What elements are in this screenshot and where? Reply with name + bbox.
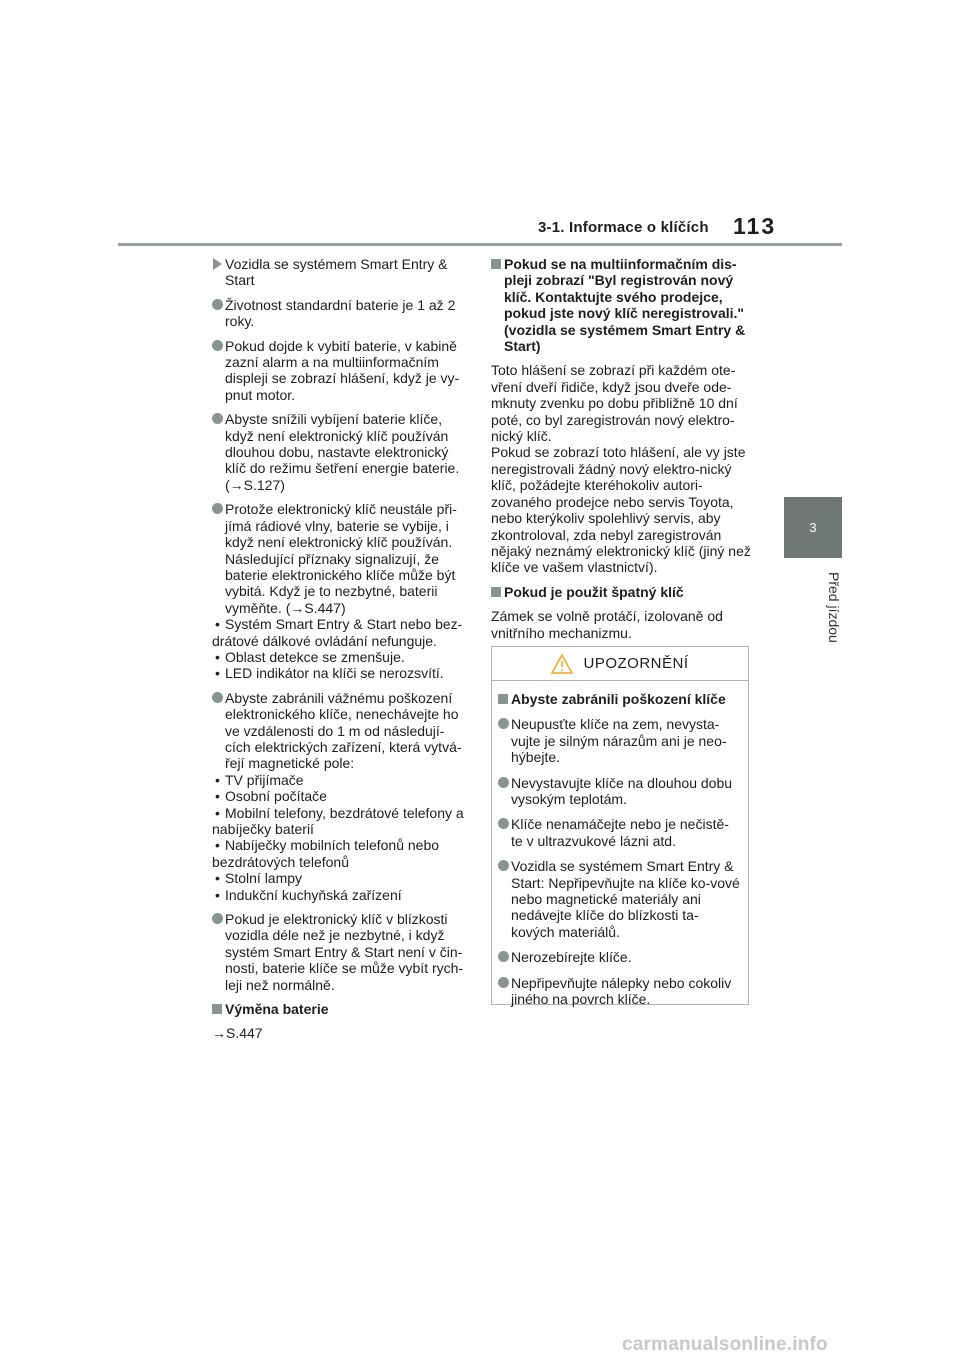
circle-bullet-icon: [498, 951, 509, 962]
paragraph-smart-entry: Vozidla se systémem Smart Entry & Start: [212, 256, 468, 289]
chapter-tab-label: Před jízdou: [826, 571, 842, 643]
square-bullet-icon: [491, 587, 501, 597]
warning-item: Vozidla se systémem Smart Entry & Start: Nepřipevňujte na klíče ko-vové nebo magnetické materiály ani nedávejte klíče do blízkosti ta-kových materiálů.: [498, 858, 740, 940]
list-item: • Stolní lampy: [215, 870, 303, 887]
circle-bullet-icon: [212, 413, 223, 424]
paragraph-proximity: Pokud je elektronický klíč v blízkosti vozidla déle než je nezbytné, i když systém Smart Entry & Start není v čin-nosti, baterie klíče se může vybít rych-leji než normálně.: [212, 911, 468, 993]
paragraph-magnetic-fields: Abyste zabránili vážnému poškození elektronického klíče, nenechávejte ho ve vzdálenosti do 1 m od následují-cích elektrických zařízení, která vytvá-řejí magnetické pole: • TV přijímače • Osobní počítače • Mobilní telefony, bezdrátové telefony a nabíječky baterií • Nabíječky mobilních telefonů nebo bezdrátových telefonů • Stolní lampy • Indukční kuchyňská zařízení: [212, 690, 468, 903]
heading-new-key-registered: Pokud se na multiinformačním dis-pleji zobrazí "Byl registrován nový klíč. Kontaktujte svého prodejce, pokud jste nový klíč neregistrovali." (vozidla se systémem Smart Entry & Start): [491, 256, 751, 354]
list-item: • Osobní počítače: [215, 788, 327, 805]
section-title: 3-1. Informace o klíčích: [538, 219, 709, 236]
paragraph-power-saving: Abyste snížili vybíjení baterie klíče, když není elektronický klíč používán dlouhou dobu, nastavte elektronický klíč do režimu šetření energie baterie. (→S.127): [212, 411, 468, 493]
warning-header: [492, 647, 748, 681]
list-item: • TV přijímače: [215, 771, 304, 788]
text-unregistered-key: Pokud se zobrazí toto hlášení, ale vy jste neregistrovali žádný nový elektro-nický klíč, požádejte kteréhokoliv autori-zovaného prodejce nebo servis Toyota, nebo kterýkoliv spolehlivý servis, aby zkontroloval, zda nebyl zaregistrován nějaký neznámý elektronický klíč (jiný než klíče ve vašem vlastnictví).: [491, 444, 751, 576]
circle-bullet-icon: [212, 503, 223, 514]
paragraph-battery-life: Životnost standardní baterie je 1 až 2 roky.: [212, 297, 468, 330]
device-list: [212, 771, 468, 903]
symptom-list: [212, 616, 468, 682]
watermark: carmanualsonline.info: [622, 1334, 828, 1355]
warning-box: [491, 646, 749, 1008]
circle-bullet-icon: [212, 299, 223, 310]
heading-wrong-key: Pokud je použit špatný klíč: [491, 584, 751, 600]
list-item: • Indukční kuchyňská zařízení: [215, 886, 402, 903]
heading-battery-replacement: Výměna baterie: [212, 1001, 468, 1017]
header-divider: [118, 243, 842, 246]
paragraph-battery-alarm: Pokud dojde k vybití baterie, v kabině zazní alarm a na multiinformačním displeji se zobrazí hlášení, když je vy-pnut motor.: [212, 338, 468, 404]
warning-item: Klíče nenamáčejte nebo je nečistě-te v ultrazvukové lázni atd.: [498, 816, 740, 849]
circle-bullet-icon: [498, 977, 509, 988]
square-bullet-icon: [491, 259, 501, 269]
list-item: • Oblast detekce se zmenšuje.: [215, 648, 405, 665]
chapter-tab-number[interactable]: 3: [784, 497, 842, 558]
text-wrong-key: Zámek se volně protáčí, izolovaně od vnitřního mechanizmu.: [491, 608, 723, 641]
warning-triangle-icon: [551, 654, 573, 674]
circle-bullet-icon: [212, 692, 223, 703]
left-column: [212, 256, 468, 1050]
circle-bullet-icon: [212, 340, 223, 351]
list-item: • LED indikátor na klíči se nerozsvítí.: [215, 665, 444, 682]
circle-bullet-icon: [498, 818, 509, 829]
square-bullet-icon: [212, 1004, 222, 1014]
warning-item: Neupusťte klíče na zem, nevysta-vujte je silným nárazům ani je neo-hýbejte.: [498, 716, 740, 765]
circle-bullet-icon: [498, 860, 509, 871]
page-number: 113: [733, 213, 777, 239]
list-item: • Mobilní telefony, bezdrátové telefony a nabíječky baterií: [212, 804, 464, 837]
list-item: • Systém Smart Entry & Start nebo bez-drátové dálkové ovládání nefunguje.: [212, 616, 463, 649]
page-reference-link[interactable]: →S.447: [212, 1025, 263, 1042]
warning-title: UPOZORNĚNÍ: [583, 655, 689, 672]
list-item: • Nabíječky mobilních telefonů nebo bezdrátových telefonů: [212, 837, 440, 870]
circle-bullet-icon: [498, 718, 509, 729]
square-bullet-icon: [498, 694, 508, 704]
circle-bullet-icon: [498, 777, 509, 788]
warning-item: Nepřipevňujte nálepky nebo cokoliv jiného na povrch klíče.: [498, 975, 740, 1008]
warning-body: [492, 681, 748, 1008]
warning-heading: Abyste zabránili poškození klíče: [498, 691, 740, 707]
right-column: [491, 256, 751, 649]
warning-item: Nerozebírejte klíče.: [498, 949, 740, 965]
circle-bullet-icon: [212, 913, 223, 924]
warning-item: Nevystavujte klíče na dlouhou dobu vysokým teplotám.: [498, 775, 740, 808]
paragraph-radio-waves: Protože elektronický klíč neustále při-jímá rádiové vlny, baterie se vybije, i když není elektronický klíč používán. Následující příznaky signalizují, že baterie elektronického klíče může být vybitá. Když je to nezbytné, baterii vyměňte. (→S.447) • Systém Smart Entry & Start nebo bez-drátové dálkové ovládání nefunguje. • Oblast detekce se zmenšuje. • LED indikátor na klíči se nerozsvítí.: [212, 501, 468, 681]
text-new-key-info: Toto hlášení se zobrazí při každém ote-vření dveří řidiče, když jsou dveře ode-mknuty zvenku po dobu přibližně 10 dní poté, co byl zaregistrován nový elektro-nický klíč.: [491, 362, 738, 445]
triangle-bullet-icon: [213, 258, 222, 270]
